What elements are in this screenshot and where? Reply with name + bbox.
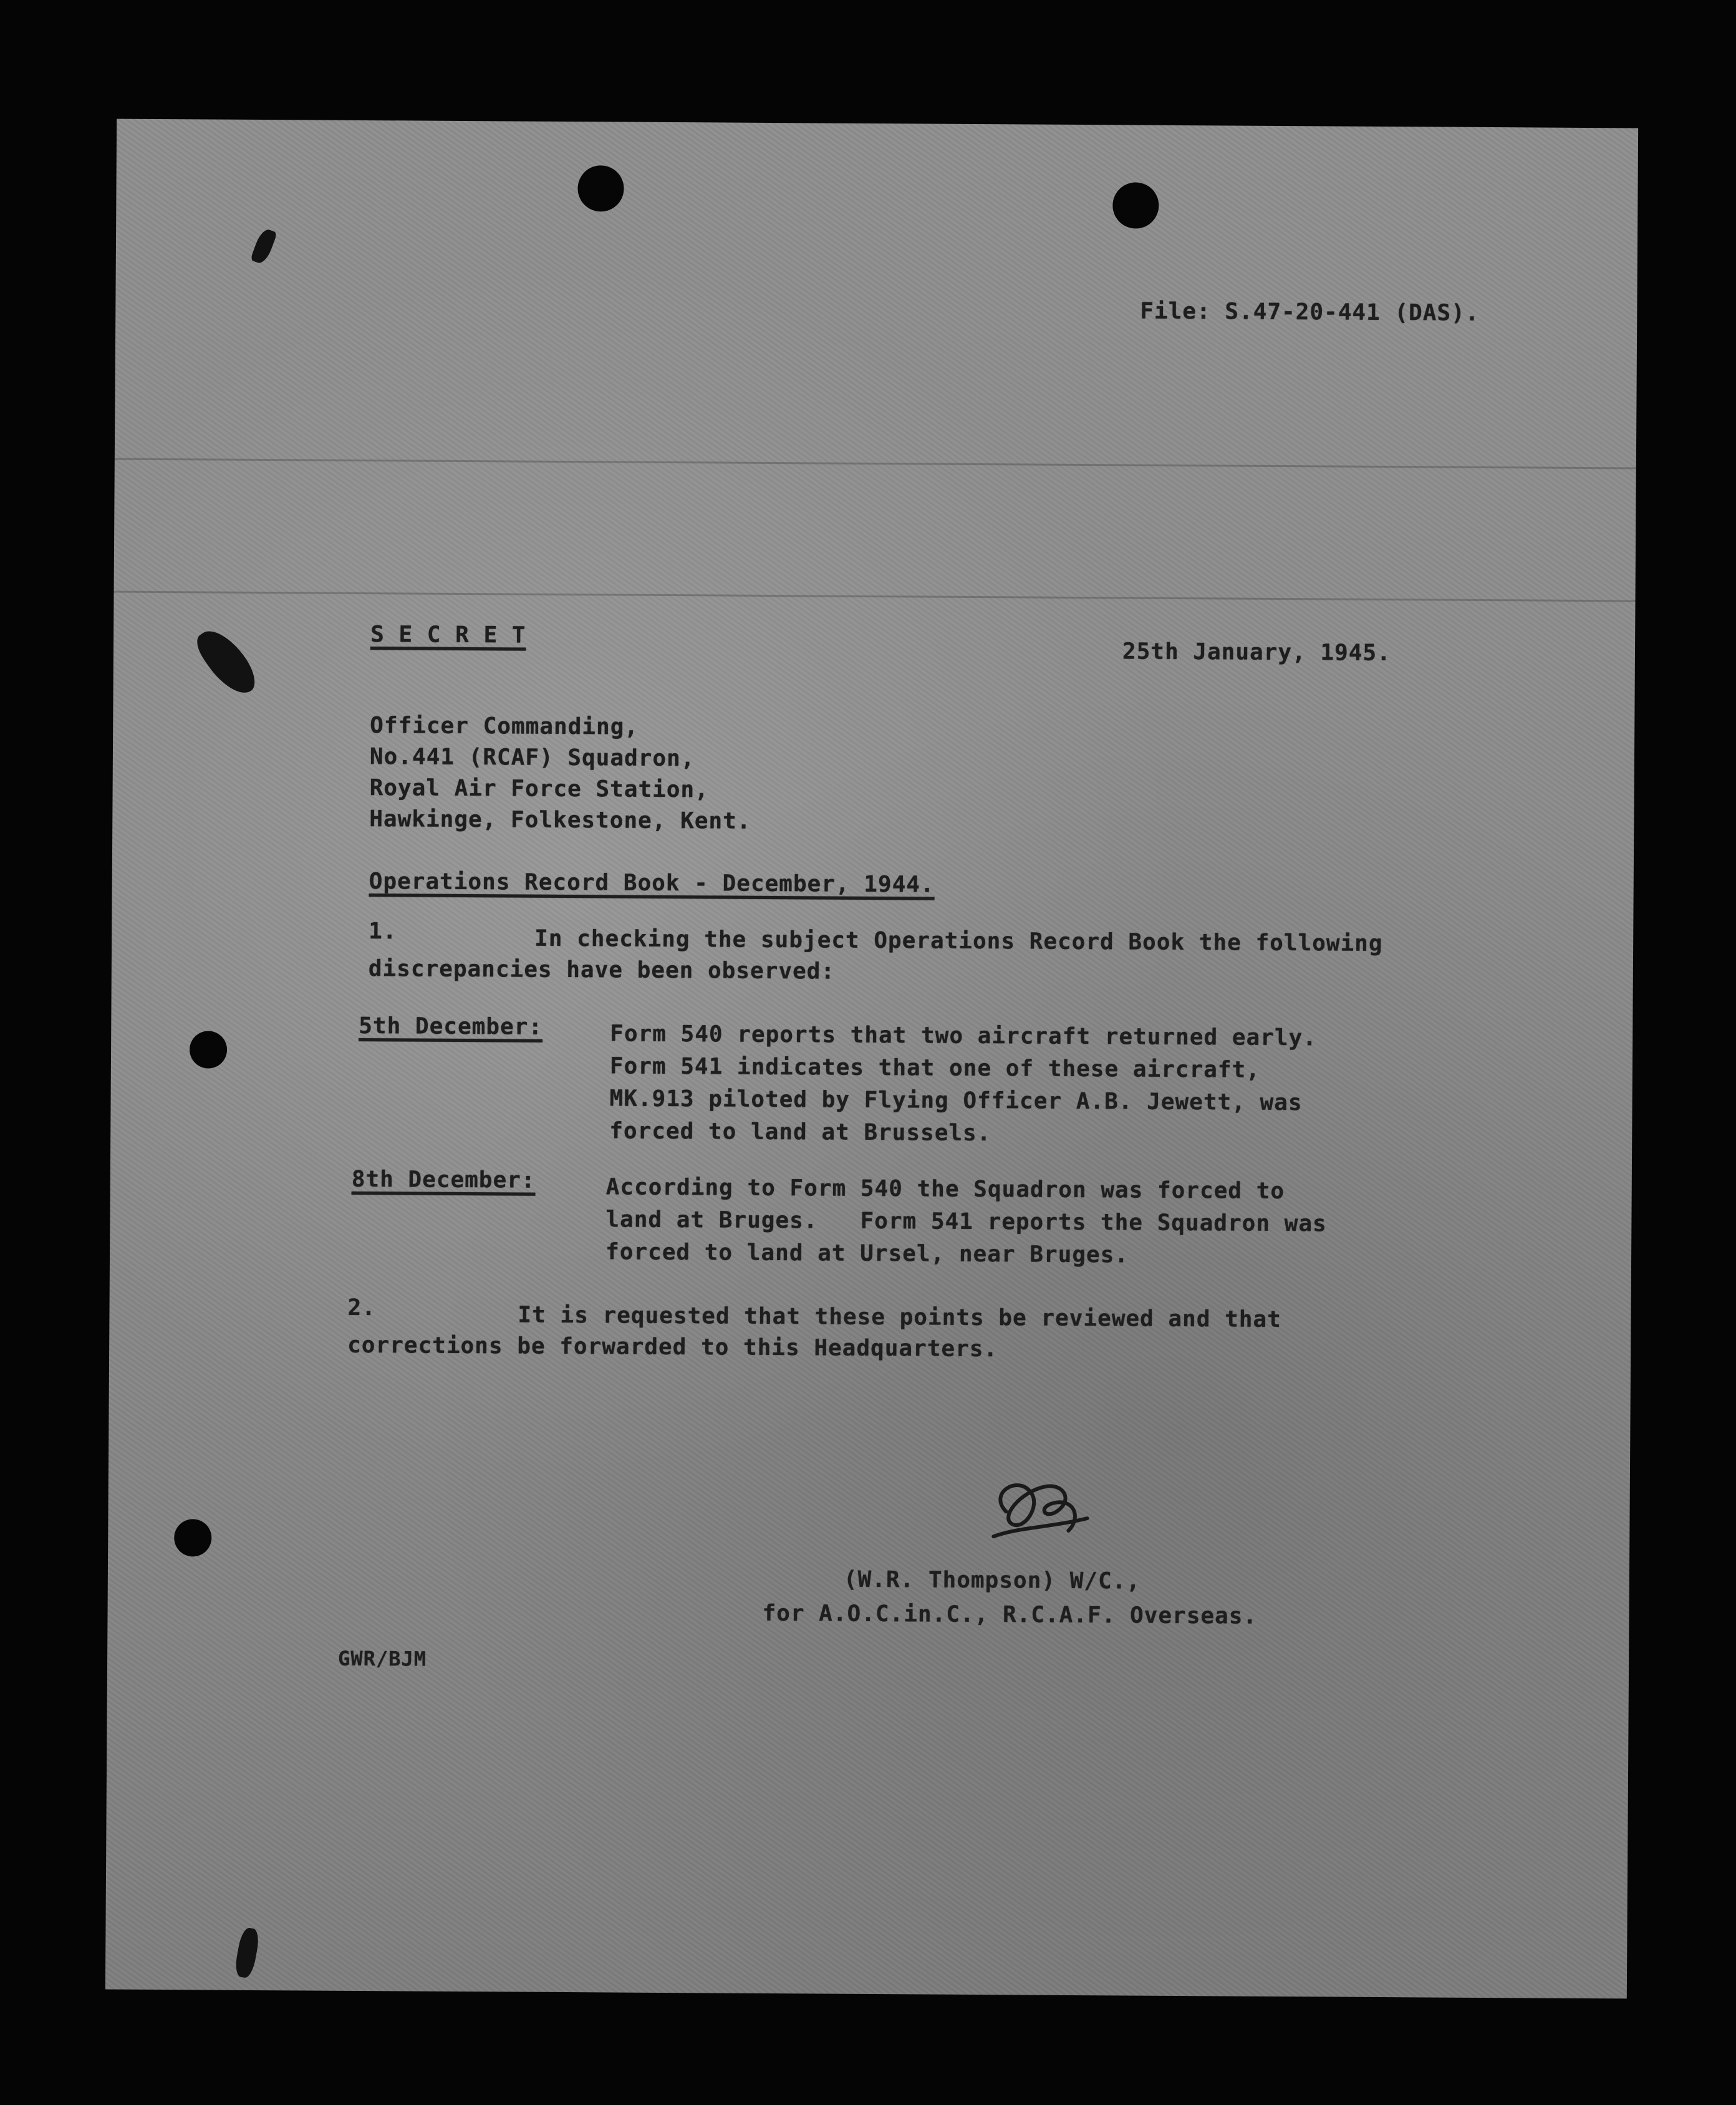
entry-1-label: 5th December: [359, 1013, 543, 1040]
paragraph-2-line-1: It is requested that these points be reviewed and that [518, 1302, 1281, 1333]
entry-2-line-3: forced to land at Ursel, near Bruges. [605, 1239, 1129, 1268]
paragraph-1-line-2: discrepancies have been observed: [368, 956, 836, 985]
signatory-title: for A.O.C.in.C., R.C.A.F. Overseas. [762, 1600, 1258, 1629]
paper-sheet [105, 119, 1638, 1999]
entry-1-line-1: Form 540 reports that two aircraft returned early. [610, 1021, 1318, 1051]
fold-line [115, 458, 1636, 470]
entry-1-line-4: forced to land at Brussels. [609, 1118, 991, 1147]
entry-1-line-3: MK.913 piloted by Flying Officer A.B. Jewett, was [609, 1086, 1303, 1116]
addressee-line-1: Officer Commanding, [370, 713, 639, 740]
punch-hole [174, 1519, 211, 1556]
edge-tear [233, 1927, 261, 1979]
file-reference: File: S.47-20-441 (DAS). [1140, 298, 1480, 326]
addressee-line-2: No.441 (RCAF) Squadron, [369, 744, 695, 772]
addressee-line-3: Royal Air Force Station, [369, 775, 709, 803]
paragraph-1-line-1: In checking the subject Operations Record Book the following [534, 925, 1383, 957]
entry-1-line-2: Form 541 indicates that one of these aircraft, [609, 1053, 1261, 1083]
addressee-line-4: Hawkinge, Folkestone, Kent. [369, 806, 751, 834]
paragraph-1-number: 1. [369, 918, 397, 945]
classification-heading: S E C R E T [370, 622, 526, 648]
edge-tear [250, 227, 277, 266]
edge-tear [191, 621, 263, 703]
handwritten-signature [981, 1468, 1100, 1556]
paragraph-2-number: 2. [347, 1294, 377, 1321]
subject-line: Operations Record Book - December, 1944. [369, 869, 935, 898]
reference-initials: GWR/BJM [337, 1646, 427, 1671]
letter-date: 25th January, 1945. [1122, 638, 1391, 667]
punch-hole [577, 165, 624, 211]
signatory-name: (W.R. Thompson) W/C., [843, 1566, 1141, 1594]
punch-hole [1112, 182, 1159, 228]
punch-hole [190, 1031, 227, 1068]
entry-2-line-2: land at Bruges. Form 541 reports the Squadron was [605, 1207, 1327, 1237]
entry-2-label: 8th December: [351, 1166, 536, 1193]
fold-line [114, 591, 1636, 602]
paragraph-2-line-2: corrections be forwarded to this Headquarters. [347, 1332, 998, 1362]
entry-2-line-1: According to Form 540 the Squadron was forced to [605, 1174, 1285, 1205]
